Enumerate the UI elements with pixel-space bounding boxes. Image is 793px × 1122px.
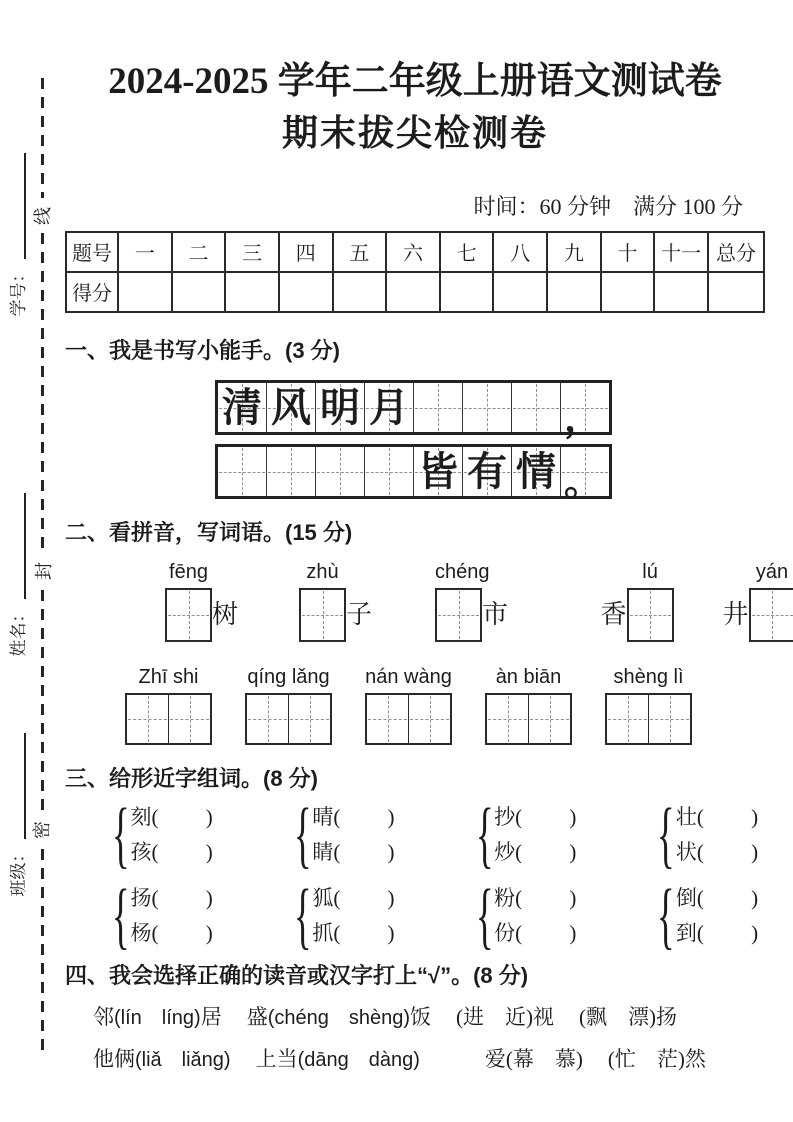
character: 孩 (130, 840, 152, 865)
seal-char-mi: 密 (30, 818, 54, 842)
character: 粉 (494, 886, 516, 911)
score-input-cell (654, 272, 708, 312)
answer-box-double (485, 693, 572, 745)
character: 状 (675, 840, 697, 865)
seal-char-feng: 封 (32, 559, 56, 583)
score-header-cell: 五 (333, 232, 387, 272)
paper-subtitle: 期末拔尖检测卷 (281, 113, 548, 154)
score-table-header-row (66, 232, 764, 272)
word-pair (103, 874, 213, 957)
word-pair (103, 793, 213, 876)
score-input-cell (225, 272, 279, 312)
pinyin-label: zhù (306, 560, 339, 583)
score-header-cell: 八 (493, 232, 547, 272)
character: 晴 (312, 805, 334, 830)
score-input-cell (708, 272, 764, 312)
character: 炒 (494, 840, 516, 865)
character: 倒 (675, 886, 697, 911)
answer-box-double (365, 693, 452, 745)
grid-cell: 皆 (414, 447, 463, 496)
pinyin-label: qíng lǎng (247, 665, 330, 688)
pinyin-item (723, 561, 793, 642)
seal-dashed-line (41, 78, 44, 198)
grid-cell: 清 (218, 383, 267, 432)
character: 抓 (312, 921, 334, 946)
answer-box (627, 588, 674, 642)
word-pair (285, 874, 395, 957)
grid-cell (218, 447, 267, 496)
pinyin-label: nán wàng (365, 665, 452, 688)
answer-blank: ( ) (151, 840, 213, 865)
score-header-cell: 十 (601, 232, 655, 272)
seal-char-xian: 线 (31, 204, 55, 228)
answer-blank: ( ) (333, 840, 395, 865)
answer-box (165, 588, 212, 642)
grid-cell (365, 447, 414, 496)
character: 抄 (494, 805, 516, 830)
answer-box (299, 588, 346, 642)
word-pair (648, 793, 759, 876)
word-pair (285, 793, 395, 876)
paper-content (65, 0, 789, 1074)
word-pairs-row1 (65, 793, 765, 876)
pinyin-item (125, 666, 212, 745)
choice-item: (飘 漂)扬 (579, 1004, 678, 1029)
name-blank-line (24, 494, 26, 600)
answer-blank: ( ) (333, 886, 395, 911)
writing-grid-row2 (215, 444, 612, 505)
score-input-cell (493, 272, 547, 312)
score-header-cell: 十一 (654, 232, 708, 272)
brace: { (657, 793, 675, 876)
brace: { (111, 874, 130, 957)
answer-blank: ( ) (696, 886, 759, 911)
word-pair (648, 874, 759, 957)
score-table-score-row (66, 272, 764, 312)
pinyin-item (435, 561, 516, 642)
answer-box-double (605, 693, 692, 745)
score-header-cell: 三 (225, 232, 279, 272)
choice-item: 他俩(liǎ liǎng) (93, 1046, 231, 1071)
score-header-cell: 一 (118, 232, 172, 272)
score-input-cell (333, 272, 387, 312)
pinyin-label: shèng lì (613, 665, 684, 688)
pinyin-item (165, 561, 238, 642)
score-row-label: 得分 (66, 272, 118, 312)
grid-cell: 风 (267, 383, 316, 432)
choice-item: 爱(幕 慕) (484, 1046, 583, 1071)
brace: { (475, 793, 494, 876)
score-header-cell: 六 (386, 232, 440, 272)
pinyin-item (245, 666, 332, 745)
score-input-cell (118, 272, 172, 312)
grid-cell-punctuation: ， (561, 383, 609, 432)
answer-box-double (245, 693, 332, 745)
character: 杨 (130, 921, 152, 946)
writing-grid-row1 (215, 380, 612, 441)
pinyin-label: àn biān (495, 665, 562, 688)
choice-line1 (65, 1003, 765, 1032)
pinyin-item (299, 561, 372, 642)
choice-item: 邻(lín líng)居 (93, 1004, 222, 1029)
grid-cell (267, 447, 316, 496)
score-input-cell (172, 272, 226, 312)
pinyin-row1 (65, 560, 789, 642)
paper-title: 2024-2025 学年二年级上册语文测试卷 (108, 61, 722, 102)
answer-blank: ( ) (333, 921, 395, 946)
student-id-label: 学号： (9, 265, 28, 317)
student-id-field (6, 145, 30, 325)
score-table (65, 231, 765, 313)
pinyin-item (365, 666, 452, 745)
answer-blank: ( ) (515, 921, 577, 946)
brace: { (293, 793, 312, 876)
given-character: 香 (600, 599, 627, 629)
grid-cell: 明 (316, 383, 365, 432)
pinyin-label: Zhī shi (138, 665, 199, 688)
word-pair (467, 874, 577, 957)
grid-cell (414, 383, 463, 432)
class-field (6, 725, 30, 905)
section4-heading: 四、我会选择正确的读音或汉字打上“√”。(8 分) (65, 963, 529, 989)
character: 刻 (130, 805, 152, 830)
choice-item: 盛(chéng shèng)饭 (246, 1004, 432, 1029)
score-header-cell: 九 (547, 232, 601, 272)
given-character: 井 (722, 599, 749, 629)
choice-item: 上当(dāng dàng) (255, 1046, 420, 1071)
answer-blank: ( ) (696, 921, 759, 946)
choice-item: (忙 茫)然 (607, 1046, 706, 1071)
brace: { (111, 793, 130, 876)
section3-heading: 三、给形近字组词。(8 分) (65, 765, 319, 791)
answer-box (435, 588, 482, 642)
score-input-cell (547, 272, 601, 312)
score-header-cell: 四 (279, 232, 333, 272)
grid-cell (316, 447, 365, 496)
character: 狐 (312, 886, 334, 911)
character: 扬 (130, 886, 152, 911)
grid-cell-punctuation: 。 (561, 447, 609, 496)
grid-cell (512, 383, 561, 432)
given-character: 市 (482, 599, 509, 629)
score-header-cell: 题号 (66, 232, 118, 272)
pinyin-item (601, 561, 674, 642)
grid-cell: 有 (463, 447, 512, 496)
answer-blank: ( ) (151, 921, 213, 946)
score-input-cell (386, 272, 440, 312)
pinyin-row2 (65, 666, 765, 745)
answer-blank: ( ) (151, 805, 213, 830)
pinyin-item (605, 666, 692, 745)
given-character: 子 (346, 599, 373, 629)
score-header-cell: 七 (440, 232, 494, 272)
answer-box (749, 588, 793, 642)
pinyin-item (485, 666, 572, 745)
seal-dashed-line (41, 233, 44, 552)
word-pair (467, 793, 577, 876)
pinyin-label: fēng (169, 560, 208, 583)
score-header-cell: 二 (172, 232, 226, 272)
answer-box-double (125, 693, 212, 745)
character: 份 (494, 921, 516, 946)
score-input-cell (440, 272, 494, 312)
score-header-cell: 总分 (708, 232, 764, 272)
section2-heading: 二、看拼音，写词语。(15 分) (65, 520, 353, 546)
character: 睛 (312, 840, 334, 865)
seal-dashed-line (41, 849, 44, 1058)
character: 到 (675, 921, 697, 946)
answer-blank: ( ) (515, 805, 577, 830)
answer-blank: ( ) (515, 840, 577, 865)
answer-blank: ( ) (696, 840, 759, 865)
brace: { (475, 874, 494, 957)
class-label: 班级： (9, 845, 28, 897)
brace: { (657, 874, 675, 957)
answer-blank: ( ) (151, 886, 213, 911)
section1-heading: 一、我是书写小能手。(3 分) (65, 337, 341, 363)
name-field (6, 485, 30, 665)
grid-cell: 月 (365, 383, 414, 432)
pinyin-label: lú (642, 560, 658, 583)
score-input-cell (601, 272, 655, 312)
brace: { (293, 874, 312, 957)
seal-dashed-line (41, 590, 44, 811)
score-input-cell (279, 272, 333, 312)
pinyin-label: chéng (435, 560, 490, 583)
name-label: 姓名： (9, 605, 28, 657)
word-pairs-row2 (65, 874, 765, 957)
character: 壮 (675, 805, 697, 830)
class-blank-line (24, 734, 26, 840)
answer-blank: ( ) (696, 805, 759, 830)
answer-blank: ( ) (515, 886, 577, 911)
answer-blank: ( ) (333, 805, 395, 830)
student-id-blank-line (24, 154, 26, 260)
given-character: 树 (212, 599, 239, 629)
pinyin-label: yán (755, 560, 789, 583)
grid-cell (463, 383, 512, 432)
choice-item: (进 近)视 (456, 1004, 555, 1029)
time-and-score-info: 时间：60 分钟 满分 100 分 (473, 193, 743, 219)
choice-line2 (65, 1045, 765, 1074)
grid-cell: 情 (512, 447, 561, 496)
